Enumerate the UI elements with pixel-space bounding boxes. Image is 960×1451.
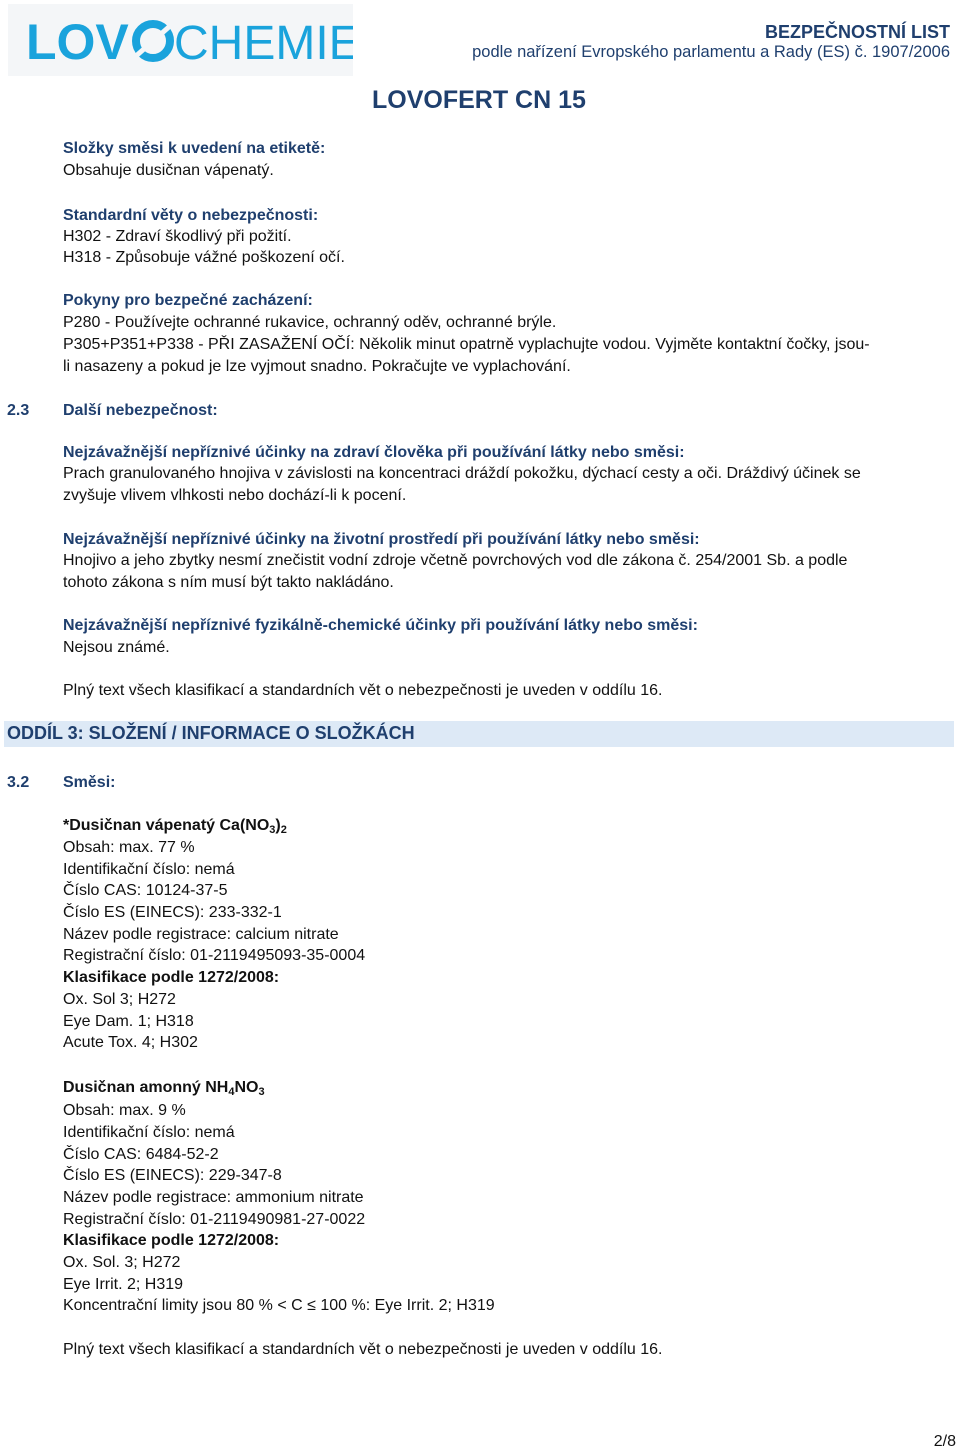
label-components-heading: Složky směsi k uvedení na etiketě:	[63, 140, 326, 157]
lovochemie-logo	[8, 4, 353, 76]
substance2-class-line: Ox. Sol. 3; H272	[63, 1254, 181, 1271]
section-2-3-title: Další nebezpečnost:	[63, 402, 218, 419]
full-text-note: Plný text všech klasifikací a standardních vět o nebezpečnosti je uveden v oddílu 16.	[63, 682, 663, 699]
product-name: LOVOFERT CN 15	[372, 86, 586, 114]
hazard-statements-heading: Standardní věty o nebezpečnosti:	[63, 207, 319, 224]
logo-text-right: CHEMIE	[174, 17, 353, 70]
substance2-name-sub2: 3	[258, 1086, 265, 1098]
doc-title: BEZPEČNOSTNÍ LIST	[764, 22, 950, 42]
substance2-id: Identifikační číslo: nemá	[63, 1124, 235, 1141]
substance1-name-sub1: 3	[269, 824, 276, 836]
env-effects-line: Hnojivo a jeho zbytky nesmí znečistit vodní zdroje včetně povrchových vod dle zákona č. 254/2001 Sb. a podle	[63, 552, 848, 569]
substance1-es: Číslo ES (EINECS): 233-332-1	[63, 904, 282, 921]
precautionary-heading: Pokyny pro bezpečné zacházení:	[63, 292, 313, 309]
precautionary-line: li nasazeny a pokud je lze vyjmout snadno. Pokračujte ve vyplachování.	[63, 358, 571, 375]
substance1-class-line: Acute Tox. 4; H302	[63, 1034, 198, 1051]
substance2-name-sub1: 4	[228, 1086, 235, 1098]
label-components-text: Obsahuje dusičnan vápenatý.	[63, 162, 274, 179]
health-effects-line: zvyšuje vlivem vlhkosti nebo dochází-li k pocení.	[63, 487, 407, 504]
substance1-reg-name: Název podle registrace: calcium nitrate	[63, 926, 339, 943]
page-number: 2/8	[933, 1433, 956, 1450]
section-3-title: ODDÍL 3: SLOŽENÍ / INFORMACE O SLOŽKÁCH	[7, 723, 415, 743]
substance1-reg-number: Registrační číslo: 01-2119495093-35-0004	[63, 947, 366, 964]
substance2-name-mid: NO	[234, 1079, 259, 1096]
hazard-statement-line: H318 - Způsobuje vážné poškození očí.	[63, 249, 345, 266]
substance1-class-heading: Klasifikace podle 1272/2008:	[63, 969, 280, 986]
logo-text-left: LOV	[26, 14, 129, 70]
health-effects-heading: Nejzávažnější nepříznivé účinky na zdraví člověka při používání látky nebo směsi:	[63, 444, 685, 461]
section-2-3-number: 2.3	[7, 402, 30, 419]
hazard-statement-line: H302 - Zdraví škodlivý při požití.	[63, 228, 292, 245]
env-effects-heading: Nejzávažnější nepříznivé účinky na životní prostředí při používání látky nebo směsi:	[63, 531, 700, 548]
doc-subtitle: podle nařízení Evropského parlamentu a Rady (ES) č. 1907/2006	[472, 43, 950, 61]
substance1-class-line: Ox. Sol 3; H272	[63, 991, 176, 1008]
substance1-name	[63, 815, 287, 837]
substance2-es: Číslo ES (EINECS): 229-347-8	[63, 1167, 282, 1184]
health-effects-line: Prach granulovaného hnojiva v závislosti na koncentraci dráždí pokožku, dýchací cesty a oči. Dráždivý účinek se	[63, 465, 861, 482]
substance1-class-line: Eye Dam. 1; H318	[63, 1013, 194, 1030]
substance1-id: Identifikační číslo: nemá	[63, 861, 235, 878]
substance2-class-line: Koncentrační limity jsou 80 % < C ≤ 100 %: Eye Irrit. 2; H319	[63, 1297, 495, 1314]
substance2-reg-number: Registrační číslo: 01-2119490981-27-0022	[63, 1211, 366, 1228]
env-effects-line: tohoto zákona s ním musí být takto nakládáno.	[63, 574, 394, 591]
precautionary-line: P305+P351+P338 - PŘI ZASAŽENÍ OČÍ: Několik minut opatrně vyplachujte vodou. Vyjměte kontaktní čočky, jsou-	[63, 336, 870, 353]
phys-effects-heading: Nejzávažnější nepříznivé fyzikálně-chemické účinky při používání látky nebo směsi:	[63, 617, 698, 634]
substance2-class-heading: Klasifikace podle 1272/2008:	[63, 1232, 280, 1249]
substance2-class-line: Eye Irrit. 2; H319	[63, 1276, 184, 1293]
section-3-2-title: Směsi:	[63, 774, 116, 791]
substance1-name-prefix: *Dusičnan vápenatý Ca(NO	[63, 817, 270, 834]
substance1-content: Obsah: max. 77 %	[63, 839, 195, 856]
substance1-name-mid: )	[275, 817, 281, 834]
substance1-cas: Číslo CAS: 10124-37-5	[63, 882, 228, 899]
substance1-name-sub2: 2	[280, 824, 287, 836]
substance2-reg-name: Název podle registrace: ammonium nitrate	[63, 1189, 364, 1206]
substance2-name-prefix: Dusičnan amonný NH	[63, 1079, 229, 1096]
phys-effects-text: Nejsou známé.	[63, 639, 170, 656]
footer-note: Plný text všech klasifikací a standardních vět o nebezpečnosti je uveden v oddílu 16.	[63, 1341, 663, 1358]
substance2-content: Obsah: max. 9 %	[63, 1102, 186, 1119]
substance2-cas: Číslo CAS: 6484-52-2	[63, 1146, 219, 1163]
logo-graphic	[8, 4, 353, 76]
precautionary-line: P280 - Používejte ochranné rukavice, ochranný oděv, ochranné brýle.	[63, 314, 557, 331]
section-3-2-number: 3.2	[7, 774, 30, 791]
substance2-name	[63, 1077, 265, 1099]
